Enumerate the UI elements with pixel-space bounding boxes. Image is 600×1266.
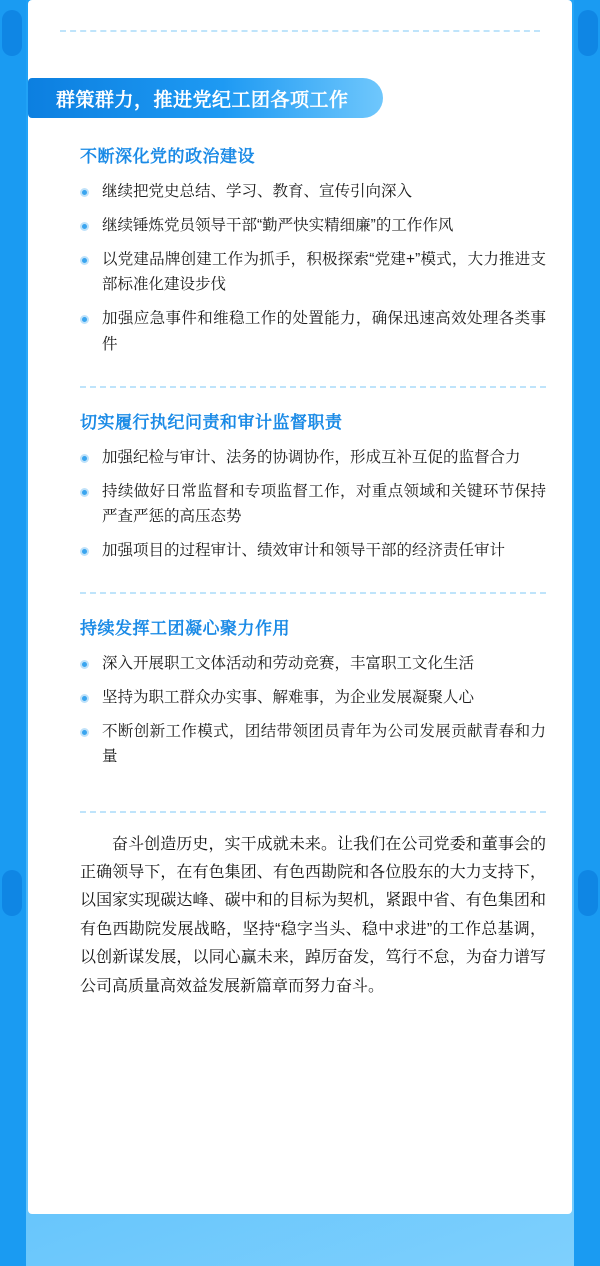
list-item [80,179,546,204]
bullet-dot-icon [80,315,89,324]
top-dashed-divider [60,30,540,32]
bullet-dot-icon [80,188,89,197]
list-item [80,479,546,529]
list-item [80,306,546,356]
closing-paragraph: 奋斗创造历史，实干成就未来。让我们在公司党委和董事会的正确领导下，在有色集团、有色西勘院和各位股东的大力支持下，以国家实现碳达峰、碳中和的目标为契机，紧跟中省、有色集团和有色西勘院发展战略，坚持“稳字当头、稳中求进”的工作总基调，以创新谋发展，以同心赢未来，踔厉奋发，笃行不怠，为奋力谱写公司高质量高效益发展新篇章而努力奋斗。 [80,835,546,995]
bullet-dot-icon [80,488,89,497]
section-block-3 [80,614,546,784]
section-title-1: 不断深化党的政治建设 [80,147,255,166]
section-block-1 [80,142,546,372]
list-item-text: 加强纪检与审计、法务的协调协作，形成互补互促的监督合力 [102,448,521,466]
list-item [80,651,546,676]
bullet-dot-icon [80,547,89,556]
list-item [80,685,546,710]
list-item-text: 持续做好日常监督和专项监督工作，对重点领域和关键环节保持严查严惩的高压态势 [102,482,546,525]
bullet-dot-icon [80,256,89,265]
bullet-dot-icon [80,694,89,703]
section-title-2: 切实履行执纪问责和审计监督职责 [80,412,343,432]
section-divider-1 [80,386,546,388]
bullet-dot-icon [80,222,89,231]
bullet-dot-icon [80,454,89,463]
list-item-text: 以党建品牌创建工作为抓手，积极探索“党建+”模式，大力推进支部标准化建设步伐 [102,251,546,294]
right-decorative-rail [574,0,600,1266]
list-item-text: 不断创新工作模式，团结带领团员青年为公司发展贡献青春和力量 [102,723,546,766]
section-title-3: 持续发挥工团凝心聚力作用 [80,619,290,639]
section-banner-title: 群策群力，推进党纪工团各项工作 [56,89,349,111]
document-body [80,142,546,1001]
left-top-notch [2,10,22,56]
bullet-dot-icon [80,660,89,669]
bullet-list-3 [80,651,546,769]
section-divider-2 [80,592,546,594]
list-item-text: 加强应急事件和维稳工作的处置能力，确保迅速高效处理各类事件 [102,310,546,353]
section-block-2 [80,408,546,578]
list-item-text: 加强项目的过程审计、绩效审计和领导干部的经济责任审计 [102,541,506,559]
list-item-text: 继续锤炼党员领导干部“勤严快实精细廉”的工作作风 [102,217,454,235]
list-item [80,445,546,470]
bullet-list-2 [80,445,546,563]
left-bottom-notch [2,870,22,916]
list-item-text: 继续把党史总结、学习、教育、宣传引向深入 [102,183,413,200]
list-item [80,719,546,769]
section-banner [28,78,383,118]
closing-divider [80,811,546,813]
right-bottom-notch [578,870,598,916]
list-item [80,213,546,238]
content-card [28,0,572,1214]
list-item-text: 坚持为职工群众办实事、解难事，为企业发展凝聚人心 [102,689,475,707]
list-item [80,538,546,563]
bullet-dot-icon [80,728,89,737]
right-top-notch [578,10,598,56]
bullet-list-1 [80,179,546,357]
list-item-text: 深入开展职工文体活动和劳动竞赛，丰富职工文化生活 [102,655,475,673]
list-item [80,247,546,297]
left-decorative-rail [0,0,26,1266]
